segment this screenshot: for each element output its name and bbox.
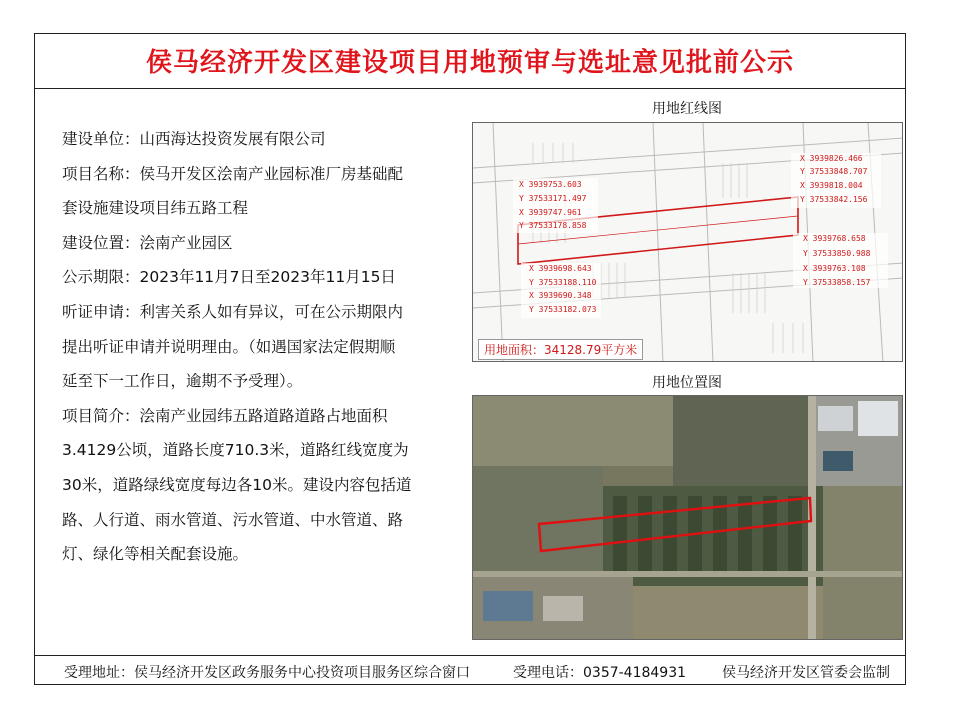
info-line-summary-3: 30米，道路绿线宽度每边各10米。建设内容包括道 <box>62 475 412 494</box>
coord-left-bottom-1: X 3939698.643 <box>529 264 592 273</box>
info-line-name-cont: 套设施建设项目纬五路工程 <box>62 199 249 218</box>
land-area-label: 用地面积：34128.79平方米 <box>478 339 643 360</box>
location-map-title: 用地位置图 <box>652 375 722 391</box>
coord-right-bottom-2: Y 37533850.988 <box>803 249 871 258</box>
coord-left-bottom-2: Y 37533188.110 <box>529 278 597 287</box>
location-map <box>472 395 903 640</box>
satellite-image <box>473 396 903 640</box>
footer-address: 受理地址：侯马经济开发区政务服务中心投资项目服务区综合窗口 <box>64 665 470 681</box>
title-band <box>34 33 906 89</box>
info-line-hearing-end: 延至下一工作日，逾期不予受理）。 <box>62 372 303 391</box>
coord-right-top-1: X 3939826.466 <box>800 154 863 163</box>
coord-right-top-2: Y 37533848.707 <box>800 167 868 176</box>
coord-right-bottom-3: X 3939763.108 <box>803 264 866 273</box>
project-info <box>62 122 454 572</box>
coord-right-top-3: X 3939818.004 <box>800 181 863 190</box>
coord-right-top-4: Y 37533842.156 <box>800 195 868 204</box>
coord-left-4: Y 37533178.858 <box>519 221 587 230</box>
info-line-hearing-cont: 提出听证申请并说明理由。（如遇国家法定假期顺 <box>62 337 396 356</box>
footer <box>34 655 906 685</box>
info-line-name: 项目名称：侯马开发区浍南产业园标准厂房基础配 <box>62 164 404 183</box>
footer-phone: 受理电话：0357-4184931 <box>513 665 687 681</box>
coord-right-bottom-1: X 3939768.658 <box>803 234 866 243</box>
info-line-summary-4: 路、人行道、雨水管道、污水管道、中水管道、路 <box>62 510 404 529</box>
info-line-summary-5: 灯、绿化等相关配套设施。 <box>62 545 249 564</box>
notice-title: 侯马经济开发区建设项目用地预审与选址意见批前公示 <box>145 48 794 78</box>
redline-map-title: 用地红线图 <box>652 101 722 117</box>
info-line-summary-2: 3.4129公顷，道路长度710.3米，道路红线宽度为 <box>62 441 409 460</box>
info-line-unit: 建设单位：山西海达投资发展有限公司 <box>62 130 326 148</box>
coord-left-1: X 3939753.603 <box>519 180 582 189</box>
coord-left-3: X 3939747.961 <box>519 208 582 217</box>
info-line-summary: 项目简介：浍南产业园纬五路道路道路占地面积 <box>62 406 388 425</box>
footer-supervisor: 侯马经济开发区管委会监制 <box>722 665 890 681</box>
redline-map <box>472 122 903 362</box>
info-line-hearing: 听证申请：利害关系人如有异议，可在公示期限内 <box>62 302 404 321</box>
coord-left-bottom-4: Y 37533182.073 <box>529 305 597 314</box>
coord-left-bottom-3: X 3939690.348 <box>529 291 592 300</box>
coord-right-bottom-4: Y 37533858.157 <box>803 278 871 287</box>
info-line-location: 建设位置：浍南产业园区 <box>62 233 233 252</box>
info-line-period: 公示期限：2023年11月7日至2023年11月15日 <box>62 268 396 287</box>
coord-left-2: Y 37533171.497 <box>519 194 587 203</box>
